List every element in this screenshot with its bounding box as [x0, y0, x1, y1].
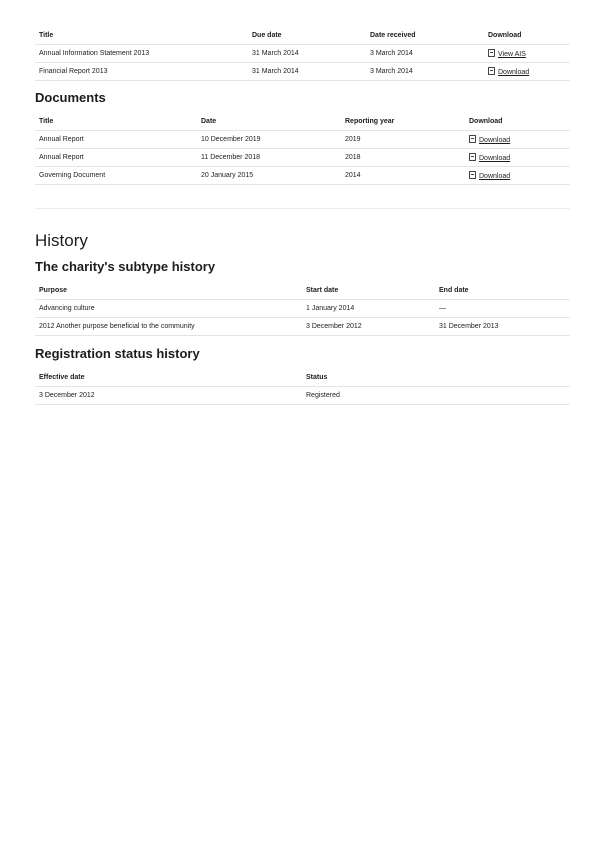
document-icon — [469, 171, 476, 179]
documents-table — [35, 112, 570, 185]
cell-status: Registered — [302, 387, 570, 405]
cell-date: 11 December 2018 — [197, 149, 341, 167]
column-header-purpose: Purpose — [35, 281, 302, 300]
column-header-download: Download — [484, 26, 570, 45]
column-header-end-date: End date — [435, 281, 570, 300]
cell-end-date: — — [435, 300, 570, 318]
document-icon — [469, 153, 476, 161]
table-header-row — [35, 26, 570, 45]
cell-start-date: 3 December 2012 — [302, 318, 435, 336]
document-icon — [488, 49, 495, 57]
history-heading: History — [35, 231, 88, 250]
table-header-row — [35, 368, 570, 387]
column-header-download: Download — [465, 112, 570, 131]
download-link[interactable]: Download — [498, 69, 530, 76]
cell-download — [465, 149, 570, 167]
table-header-row — [35, 112, 570, 131]
table-row — [35, 167, 570, 185]
cell-due-date: 31 March 2014 — [248, 45, 366, 63]
table-row — [35, 63, 570, 81]
cell-reporting-year: 2018 — [341, 149, 465, 167]
download-link[interactable]: Download — [479, 155, 511, 162]
column-header-due-date: Due date — [248, 26, 366, 45]
table-row — [35, 45, 570, 63]
page-content — [35, 26, 570, 405]
cell-date: 10 December 2019 — [197, 131, 341, 149]
table-row — [35, 387, 570, 405]
subtype-history-table — [35, 281, 570, 336]
cell-download — [465, 131, 570, 149]
registration-history-heading: Registration status history — [35, 346, 200, 361]
documents-heading: Documents — [35, 90, 106, 105]
column-header-effective-date: Effective date — [35, 368, 302, 387]
cell-effective-date: 3 December 2012 — [35, 387, 302, 405]
cell-date-received: 3 March 2014 — [366, 63, 484, 81]
table-header-row — [35, 281, 570, 300]
column-header-title: Title — [35, 26, 248, 45]
cell-end-date: 31 December 2013 — [435, 318, 570, 336]
column-header-date: Date — [197, 112, 341, 131]
column-header-reporting-year: Reporting year — [341, 112, 465, 131]
subtype-history-heading: The charity's subtype history — [35, 259, 216, 274]
download-link[interactable]: Download — [479, 173, 511, 180]
table-row — [35, 131, 570, 149]
table-row — [35, 318, 570, 336]
cell-due-date: 31 March 2014 — [248, 63, 366, 81]
cell-date: 20 January 2015 — [197, 167, 341, 185]
cell-title: Financial Report 2013 — [35, 63, 248, 81]
column-header-title: Title — [35, 112, 197, 131]
column-header-date-received: Date received — [366, 26, 484, 45]
table-row — [35, 300, 570, 318]
section-divider — [35, 208, 570, 209]
column-header-status: Status — [302, 368, 570, 387]
cell-date-received: 3 March 2014 — [366, 45, 484, 63]
cell-title: Annual Information Statement 2013 — [35, 45, 248, 63]
view-ais-link[interactable]: View AIS — [498, 51, 526, 58]
cell-purpose: Advancing culture — [35, 300, 302, 318]
column-header-start-date: Start date — [302, 281, 435, 300]
cell-title: Annual Report — [35, 149, 197, 167]
table-row — [35, 149, 570, 167]
annual-returns-table — [35, 26, 570, 81]
document-icon — [469, 135, 476, 143]
cell-download — [465, 167, 570, 185]
cell-purpose: 2012 Another purpose beneficial to the community — [35, 318, 302, 336]
cell-reporting-year: 2019 — [341, 131, 465, 149]
cell-download — [484, 45, 570, 63]
cell-start-date: 1 January 2014 — [302, 300, 435, 318]
download-link[interactable]: Download — [479, 137, 511, 144]
registration-history-table — [35, 368, 570, 405]
cell-reporting-year: 2014 — [341, 167, 465, 185]
cell-title: Governing Document — [35, 167, 197, 185]
cell-download — [484, 63, 570, 81]
document-icon — [488, 67, 495, 75]
cell-title: Annual Report — [35, 131, 197, 149]
